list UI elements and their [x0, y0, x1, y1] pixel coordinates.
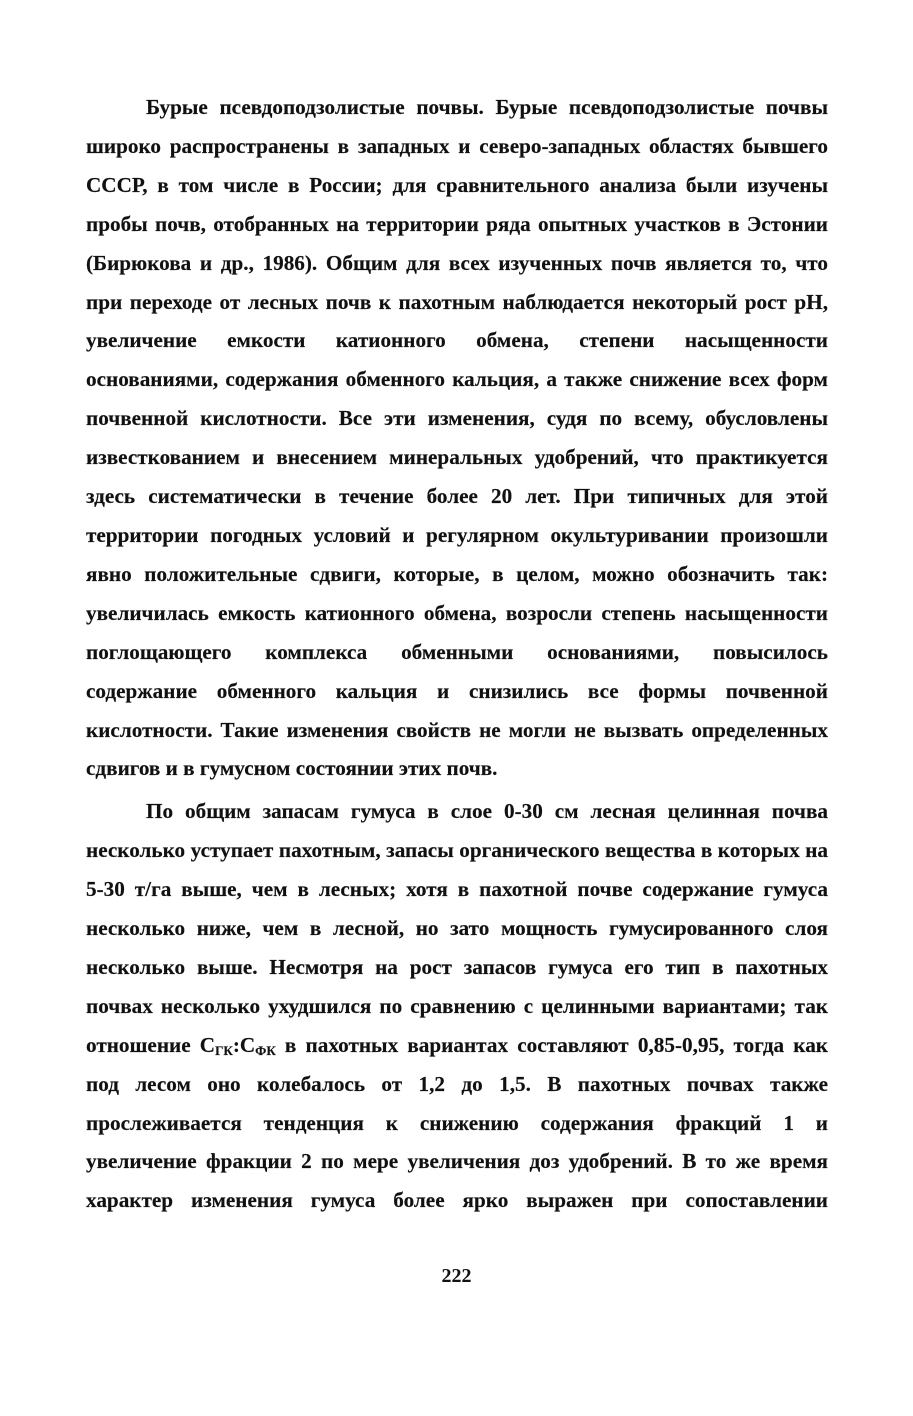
- page-number: 222: [441, 1265, 472, 1287]
- paragraph-humus-reserves: [86, 792, 828, 1220]
- subscript-fk: ФК: [255, 1042, 276, 1058]
- paragraph-2-text-start: По общим запасам гумуса в слое 0-30 см лесная целинная почва несколько уступает пахотным, запасы органического вещества в которых на 5-30 т/га выше, чем в лесных; хотя в пахотной почве содержание гумуса несколько ниже, чем в лесной, но зато мощность гумусированного слоя несколько выше. Несмотря на рост запасов гумуса его тип в пахотных почвах несколько ухудшился по сравнению с целинными вариантами; так отношение C: [86, 799, 828, 1057]
- page-body: [86, 88, 828, 1220]
- paragraph-2-text-end: в пахотных вариантах составляют 0,85-0,95, тогда как под лесом оно колебалось от 1,2 до 1,5. В пахотных почвах также прослеживается тенденция к снижению содержания фракций 1 и увеличение фракции 2 по мере увеличения доз удобрений. В то же время характер изменения гумуса более ярко выражен при сопоставлении: [86, 1032, 828, 1213]
- subscript-gk: ГК: [215, 1042, 233, 1058]
- paragraph-brown-pseudopodzolic-soils: Бурые псевдоподзолистые почвы. Бурые псевдоподзолистые почвы широко распространены в западных и северо-западных областях бывшего СССР, в том числе в России; для сравнительного анализа были изучены пробы почв, отобранных на территории ряда опытных участков в Эстонии (Бирюкова и др., 1986). Общим для всех изученных почв является то, что при переходе от лесных почв к пахотным наблюдается некоторый рост pH, увеличение емкости катионного обмена, степени насыщенности основаниями, содержания обменного кальция, а также снижение всех форм почвенной кислотности. Все эти изменения, судя по всему, обусловлены известкованием и внесением минеральных удобрений, что практикуется здесь систематически в течение более 20 лет. При типичных для этой территории погодных условий и регулярном окультуривании произошли явно положительные сдвиги, которые, в целом, можно обозначить так: увеличилась емкость катионного обмена, возросли степень насыщенности поглощающего комплекса обменными основаниями, повысилось содержание обменного кальция и снизились все формы почвенной кислотности. Такие изменения свойств не могли не вызвать определенных сдвигов и в гумусном состоянии этих почв.: [86, 95, 828, 781]
- ratio-separator: :C: [232, 1032, 256, 1057]
